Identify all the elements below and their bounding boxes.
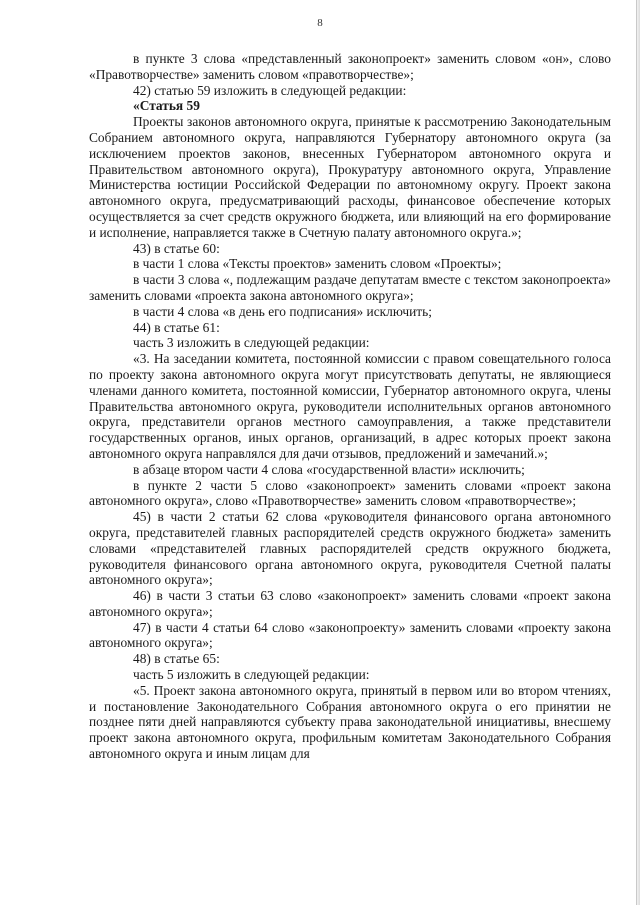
page-edge-line (636, 0, 637, 905)
page-number: 8 (317, 17, 323, 29)
paragraph: «5. Проект закона автономного округа, принятый в первом или во втором чтениях, и постановление Законодательного Собрания автономного округа о его принятии не позднее пяти дней направляются субъекту права законодательной инициативы, внесшему проект закона автономного округа, профильным комитетам Законодательного Собрания автономного округа и иным лицам для (89, 682, 611, 762)
paragraph: в части 4 слова «в день его подписания» исключить; (133, 303, 432, 319)
paragraph: часть 3 изложить в следующей редакции: (133, 335, 370, 351)
paragraph: 48) в статье 65: (133, 651, 220, 667)
paragraph: 46) в части 3 статьи 63 слово «законопроект» заменить словами «проект закона автономного округа»; (89, 588, 611, 619)
paragraph: в абзаце втором части 4 слова «государственной власти» исключить; (133, 461, 525, 477)
paragraph: «3. На заседании комитета, постоянной комиссии с правом совещательного голоса по проекту закона автономного округа могут присутствовать депутаты, не являющиеся членами данного комитета, постоянной комиссии, Губернатор автономного округа, члены Правительства автономного округа, руководители исполнительных органов автономного округа, представители органов местного самоуправления, а также представители государственных органов, иных органов, организаций, в адрес которых проект закона автономного округа направлялся для дачи отзывов, предложений и замечаний.»; (89, 351, 611, 461)
paragraph: 44) в статье 61: (133, 319, 220, 335)
paragraph: Проекты законов автономного округа, принятые к рассмотрению Законодательным Собранием автономного округа, направляются Губернатору автономного округа (за исключением проектов законов, внесенных Губернатором автономного округа и Правительством автономного округа), Прокуратуру автономного округа, Управление Министерства юстиции Российской Федерации по автономному округу. Проект закона автономного округа, предусматривающий расходы, финансовое обеспечение которых осуществляется за счет средств окружного бюджета, или влияющий на его формирование и исполнение, направляется также в Счетную палату автономного округа.»; (89, 114, 611, 240)
document-body (89, 51, 611, 762)
paragraph: 45) в части 2 статьи 62 слова «руководителя финансового органа автономного округа, представителей главных распорядителей средств окружного бюджета» заменить словами «представителей главных распорядителей средств окружного бюджета, руководителя финансового органа автономного округа, руководителя Счетной палаты автономного округа»; (89, 509, 611, 588)
paragraph: часть 5 изложить в следующей редакции: (133, 667, 370, 683)
paragraph: в пункте 2 части 5 слово «законопроект» заменить словами «проект закона автономного округа», слово «Правотворчестве» заменить словом «правотворчестве»; (89, 477, 611, 509)
paragraph: в пункте 3 слова «представленный законопроект» заменить словом «он», слово «Правотворчестве» заменить словом «правотворчестве»; (89, 51, 611, 82)
paragraph: 42) статью 59 изложить в следующей редакции: (133, 82, 407, 98)
article-heading: «Статья 59 (133, 98, 200, 114)
paragraph: 47) в части 4 статьи 64 слово «законопроекту» заменить словами «проекту закона автономного округа»; (89, 619, 611, 651)
paragraph: 43) в статье 60: (133, 240, 220, 256)
paragraph: в части 3 слова «, подлежащим раздаче депутатам вместе с текстом законопроекта» заменить словами «проекта закона автономного округа»; (89, 272, 611, 303)
paragraph: в части 1 слова «Тексты проектов» заменить словом «Проекты»; (133, 256, 502, 272)
